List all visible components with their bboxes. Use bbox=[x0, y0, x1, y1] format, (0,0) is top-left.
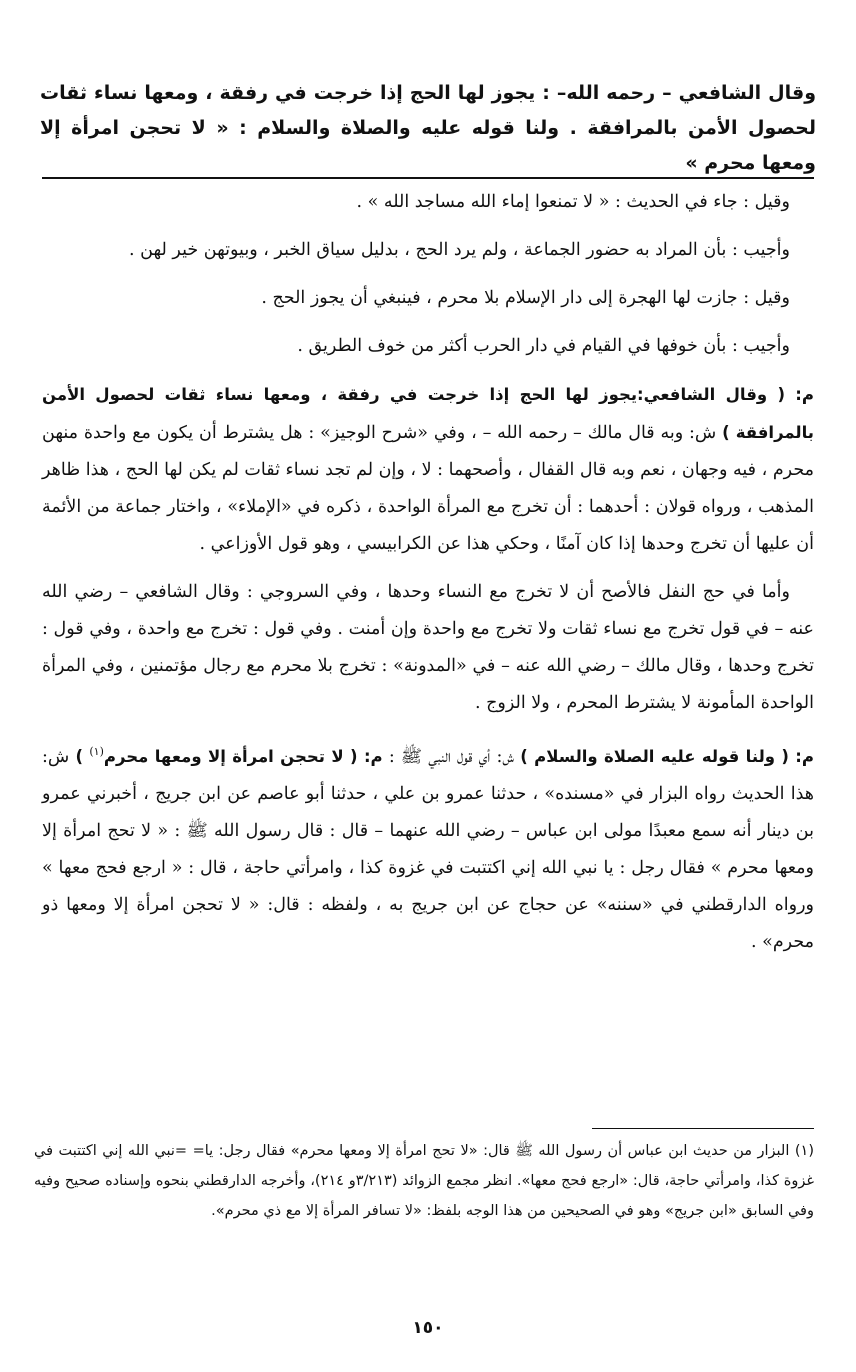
sharh-text-5: ش: وبه قال مالك – رحمه الله – ، وفي «شرح الوجيز» : هل يشترط أن يكون مع واحدة منهن محرم ، فيه وجهان ، نعم وبه قال القفال ، وأصحهما : لا ، وإن لم تجد نساء ثقات لم يكن لها الحج ، هذا ظاهر المذهب ، ورواه قولان : أحدهما : أن تخرج مع المرأة الواحدة ، ذكره في «الإملاء» ، واختار جماعة من الأئمة أن عليها أن تخرج وحدها إذا كان آمنًا ، وحكي هذا عن الكرابيسي ، وهو قول الأوزاعي . bbox=[42, 423, 814, 554]
matn-separator-rule bbox=[42, 177, 814, 179]
matn-quote-hadith: م: ( لا تحجن امرأة إلا ومعها محرم bbox=[103, 746, 383, 766]
sharh-text-7: ش: هذا الحديث رواه البزار في «مسنده» ، حدثنا عمرو بن علي ، حدثنا أبو عاصم عن ابن جريج ، أخبرني عمرو بن دينار أنه سمع معبدًا مولى ابن عباس – رضي الله عنهما – قال : قال رسول الله ﷺ : « لا تحج امرأة إلا ومعها محرم » فقال رجل : يا نبي الله إني اكتتبت في غزوة كذا ، وامرأتي حاجة ، قال : « ارجع فحج معها » ورواه الدارقطني في «سننه» عن حجاج عن ابن جريج به ، ولفظه : قال: « لا تحجن امرأة إلا ومعها ذو محرم» . bbox=[42, 746, 814, 952]
footnote-separator-rule bbox=[592, 1128, 814, 1129]
page-number: ١٥٠ bbox=[412, 1318, 444, 1338]
matn-quote-close: ) bbox=[75, 746, 90, 766]
matn-text: وقال الشافعي – رحمه الله– : يجوز لها الحج إذا خرجت في رفقة ، ومعها نساء ثقات لحصول الأمن بالمرافقة . ولنا قوله عليه والصلاة والسلام : « لا تحجن امرأة إلا ومعها محرم » bbox=[40, 82, 816, 174]
footnote-1: (١) البزار من حديث ابن عباس أن رسول الله ﷺ قال: «لا تحج امرأة إلا ومعها محرم» فقال رجل: يا= =نبي الله إني اكتتبت في غزوة كذا، وامرأتي حاجة، قال: «ارجع فحج معها». انظر مجمع الزوائد (٣/٢١٣و ٢١٤)، وأخرجه الدارقطني بنحوه وإسناده صحيح وفيه وفي السابق «ابن جريج» وهو في الصحيحين من هذا الوجه بلفظ: «لا تسافر المرأة إلا مع ذي محرم». bbox=[34, 1143, 814, 1219]
paragraph-1: وقيل : جاء في الحديث : « لا تمنعوا إماء الله مساجد الله » . bbox=[356, 192, 790, 212]
paragraph-7 bbox=[42, 733, 814, 961]
matn-quote-shafii: م: ( وقال الشافعي:يجوز لها الحج إذا خرجت في رفقة ، ومعها نساء ثقات لحصول الأمن بالمرافقة ) bbox=[42, 385, 814, 442]
paragraph-2: وأجيب : بأن المراد به حضور الجماعة ، ولم يرد الحج ، بدليل سياق الخبر ، وبيوتهن خير لهن . bbox=[129, 240, 790, 260]
commentary-body bbox=[42, 184, 814, 972]
paragraph-6: وأما في حج النفل فالأصح أن لا تخرج مع النساء وحدها ، وفي السروجي : وقال الشافعي – رضي الله عنه – في قول تخرج مع نساء ثقات ولا تخرج مع واحدة وإن أمنت . وفي قول : تخرج مع واحدة ، وفي قول : تخرج وحدها ، وقال مالك – رضي الله عنه – في «المدونة» : تخرج بلا محرم مع رجال مؤتمنين ، وفي المرأة الواحدة المأمونة لا يشترط المحرم ، ولا الزوج . bbox=[42, 582, 814, 713]
paragraph-3: وقيل : جازت لها الهجرة إلى دار الإسلام بلا محرم ، فينبغي أن يجوز الحج . bbox=[261, 288, 790, 308]
footnote-block bbox=[34, 1136, 814, 1226]
footnote-marker: (١) bbox=[89, 745, 104, 758]
sharh-prophet-quote: ش: أي قول النبي ﷺ : bbox=[382, 746, 521, 767]
paragraph-5 bbox=[42, 376, 814, 563]
matn-quote-hadith-intro: م: ( ولنا قوله عليه الصلاة والسلام ) bbox=[520, 746, 814, 766]
matn-block bbox=[40, 76, 816, 181]
paragraph-4: وأجيب : بأن خوفها في القيام في دار الحرب أكثر من خوف الطريق . bbox=[297, 336, 790, 356]
